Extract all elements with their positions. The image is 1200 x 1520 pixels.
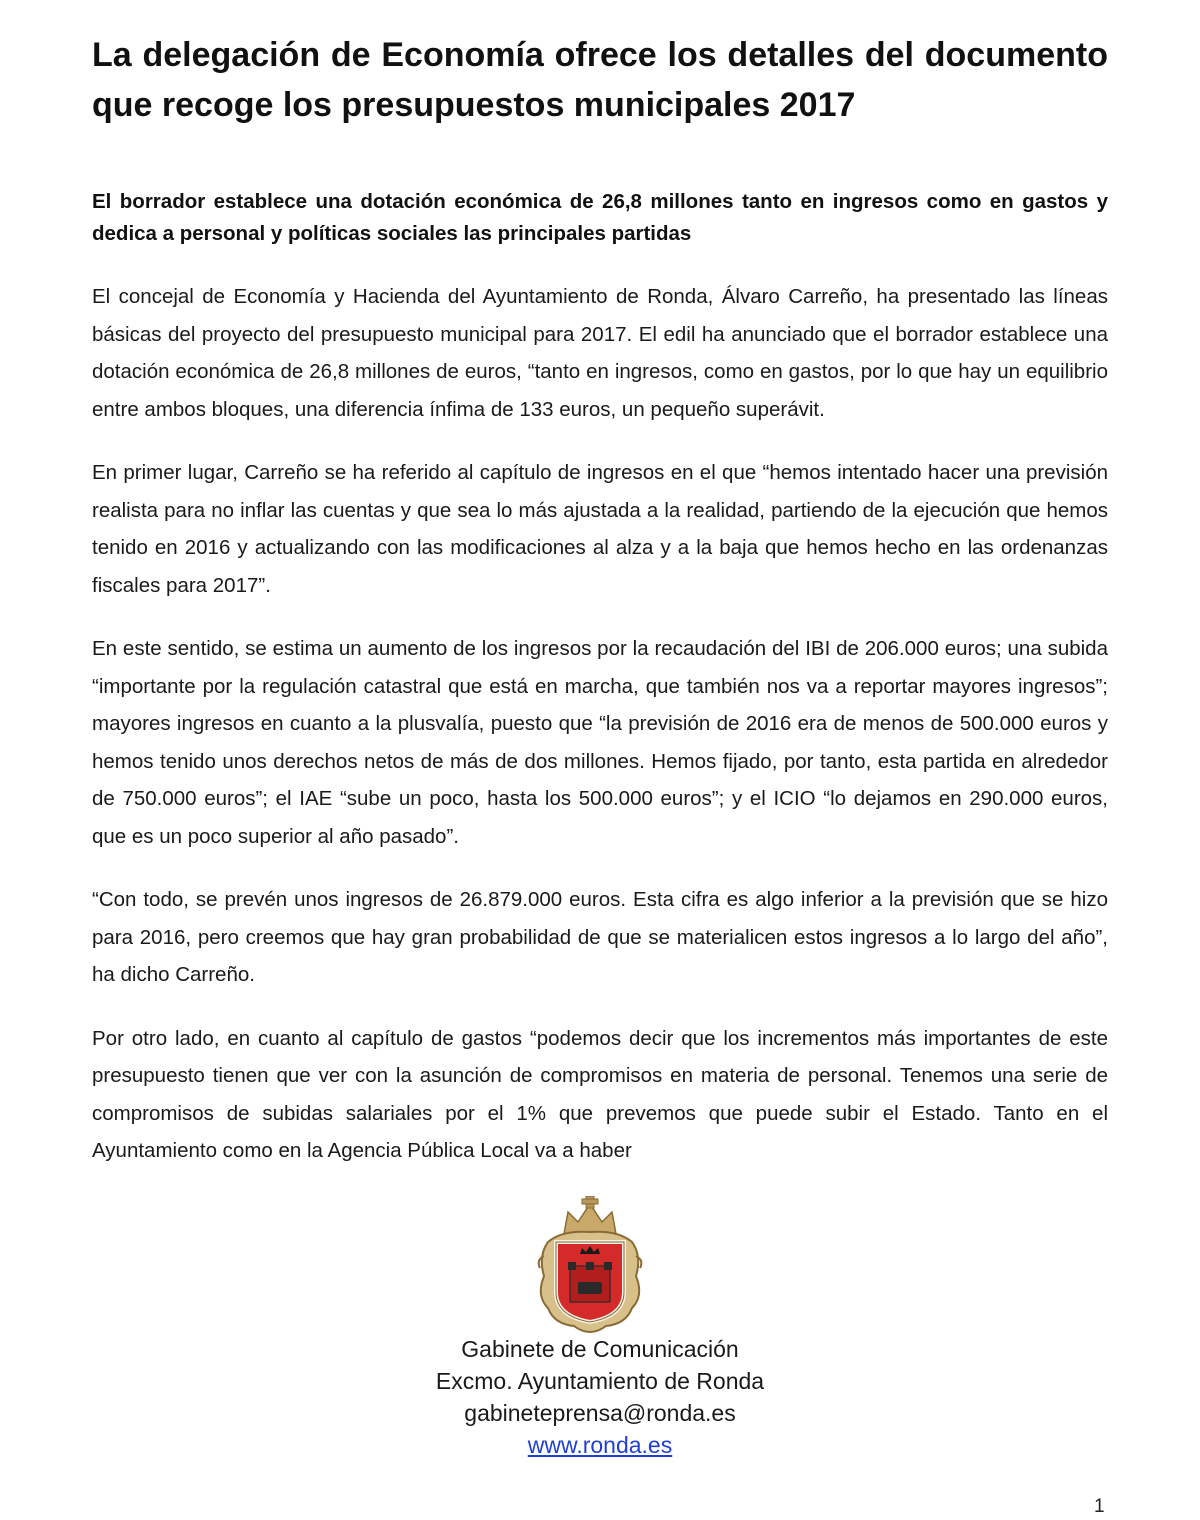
footer-website-link[interactable]: www.ronda.es — [527, 1432, 673, 1458]
body-paragraph: En primer lugar, Carreño se ha referido al capítulo de ingresos en el que “hemos intentado hacer una previsión realista para no inflar las cuentas y que sea lo más ajustada a la realidad, partiendo de la ejecución que hemos tenido en 2016 y actualizando con las modificaciones al alza y a la baja que hemos hecho en las ordenanzas fiscales para 2017”. — [92, 461, 1108, 597]
document-body — [92, 278, 1108, 1170]
body-paragraph: Por otro lado, en cuanto al capítulo de gastos “podemos decir que los incrementos más importantes de este presupuesto tienen que ver con la asunción de compromisos en materia de personal. Tenemos una serie de compromisos de subidas salariales por el 1% que prevemos que puede subir el Estado. Tanto en el Ayuntamiento como en la Agencia Pública Local va a haber — [92, 1026, 1108, 1162]
ronda-coat-of-arms-logo — [534, 1196, 646, 1338]
footer-contact — [0, 1333, 1200, 1461]
document-title: La delegación de Economía ofrece los detalles del documento que recoge los presupuestos municipales 2017 — [92, 36, 1108, 124]
body-paragraph: El concejal de Economía y Hacienda del Ayuntamiento de Ronda, Álvaro Carreño, ha presentado las líneas básicas del proyecto del presupuesto municipal para 2017. El edil ha anunciado que el borrador establece una dotación económica de 26,8 millones de euros, “tanto en ingresos, como en gastos, por lo que hay un equilibrio entre ambos bloques, una diferencia ínfima de 133 euros, un pequeño superávit. — [92, 285, 1108, 421]
page-number: 1 — [1094, 1496, 1105, 1517]
footer-department: Gabinete de Comunicación — [461, 1336, 739, 1362]
document-subtitle: El borrador establece una dotación económica de 26,8 millones tanto en ingresos como en gastos y dedica a personal y políticas sociales las principales partidas — [92, 190, 1108, 245]
footer-email: gabineteprensa@ronda.es — [464, 1400, 736, 1426]
document-page — [92, 30, 1108, 1170]
body-paragraph: “Con todo, se prevén unos ingresos de 26.879.000 euros. Esta cifra es algo inferior a la previsión que se hizo para 2016, pero creemos que hay gran probabilidad de que se materialicen estos ingresos a lo largo del año”, ha dicho Carreño. — [92, 888, 1108, 986]
footer-institution: Excmo. Ayuntamiento de Ronda — [435, 1368, 765, 1394]
body-paragraph: En este sentido, se estima un aumento de los ingresos por la recaudación del IBI de 206.000 euros; una subida “importante por la regulación catastral que está en marcha, que también nos va a reportar mayores ingresos”; mayores ingresos en cuanto a la plusvalía, puesto que “la previsión de 2016 era de menos de 500.000 euros y hemos tenido unos derechos netos de más de dos millones. Hemos fijado, por tanto, esta partida en alrededor de 750.000 euros”; el IAE “sube un poco, hasta los 500.000 euros”; y el ICIO “lo dejamos en 290.000 euros, que es un poco superior al año pasado”. — [92, 637, 1108, 848]
